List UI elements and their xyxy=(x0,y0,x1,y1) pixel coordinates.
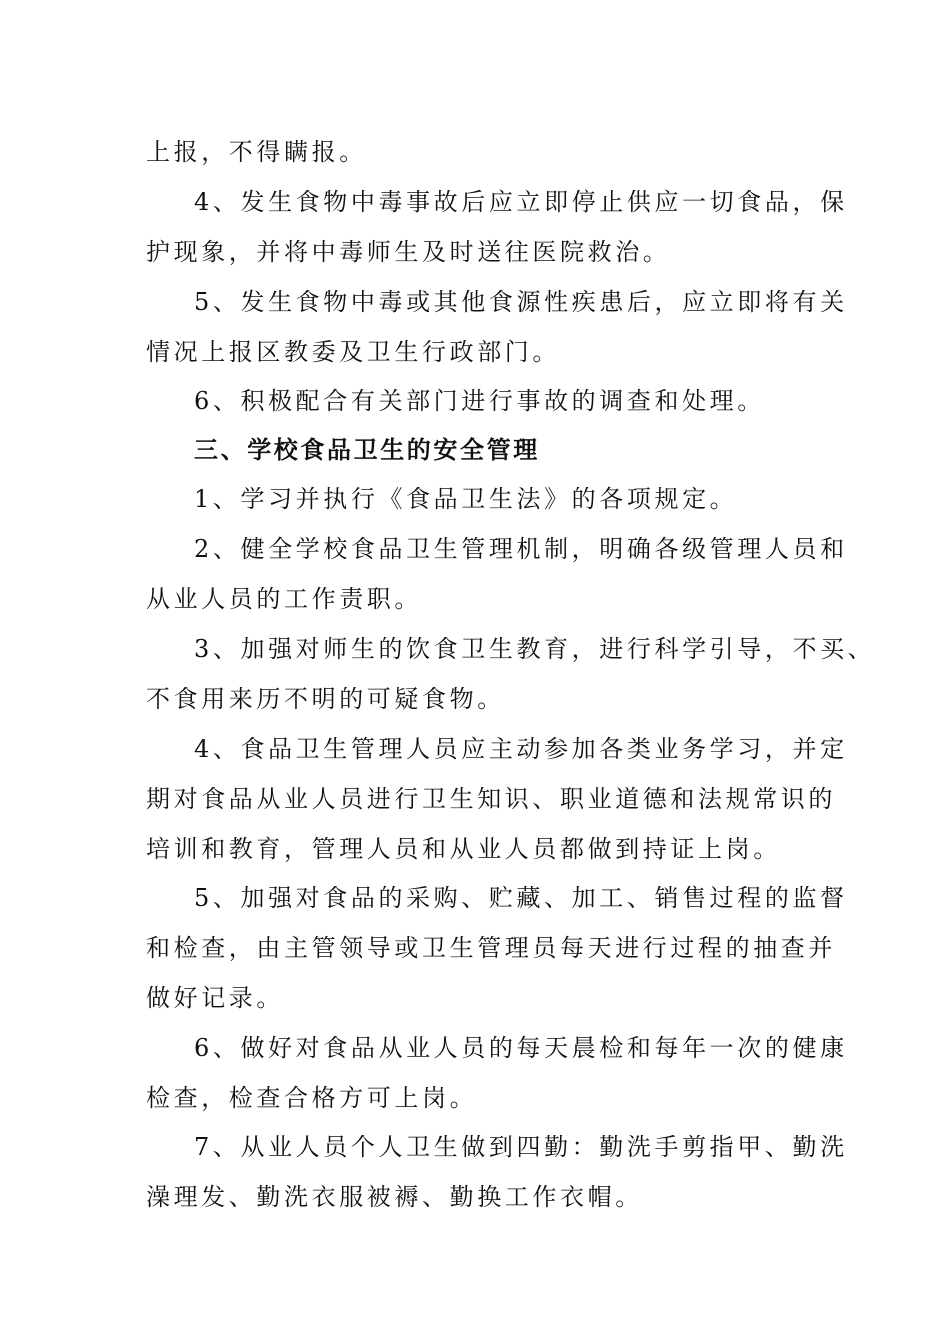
section-heading: 三、学校食品卫生的安全管理 xyxy=(194,436,540,464)
text-line: 从业人员的工作责职。 xyxy=(146,585,422,613)
text-line: 培训和教育，管理人员和从业人员都做到持证上岗。 xyxy=(146,835,781,863)
text-line: 不食用来历不明的可疑食物。 xyxy=(146,685,505,713)
text-line: 期对食品从业人员进行卫生知识、职业道德和法规常识的 xyxy=(146,785,836,813)
text-line: 和检查，由主管领导或卫生管理员每天进行过程的抽查并 xyxy=(146,934,836,962)
text-line: 5、发生食物中毒或其他食源性疾患后，应立即将有关 xyxy=(194,288,848,316)
text-line: 5、加强对食品的采购、贮藏、加工、销售过程的监督 xyxy=(194,884,848,912)
text-line: 4、食品卫生管理人员应主动参加各类业务学习，并定 xyxy=(194,735,848,763)
text-line: 澡理发、勤洗衣服被褥、勤换工作衣帽。 xyxy=(146,1183,643,1211)
text-line: 7、从业人员个人卫生做到四勤：勤洗手剪指甲、勤洗 xyxy=(194,1133,848,1161)
text-line: 6、做好对食品从业人员的每天晨检和每年一次的健康 xyxy=(194,1034,848,1062)
text-line: 做好记录。 xyxy=(146,984,284,1012)
text-line: 检查，检查合格方可上岗。 xyxy=(146,1084,478,1112)
text-line: 2、健全学校食品卫生管理机制，明确各级管理人员和 xyxy=(194,535,848,563)
text-line: 4、发生食物中毒事故后应立即停止供应一切食品，保 xyxy=(194,188,848,216)
text-line: 6、积极配合有关部门进行事故的调查和处理。 xyxy=(194,387,765,415)
text-line: 护现象，并将中毒师生及时送往医院救治。 xyxy=(146,238,671,266)
text-line: 1、学习并执行《食品卫生法》的各项规定。 xyxy=(194,485,738,513)
text-line: 3、加强对师生的饮食卫生教育，进行科学引导，不买、 xyxy=(194,635,876,663)
text-line: 情况上报区教委及卫生行政部门。 xyxy=(146,338,560,366)
text-line: 上报，不得瞒报。 xyxy=(146,138,367,166)
